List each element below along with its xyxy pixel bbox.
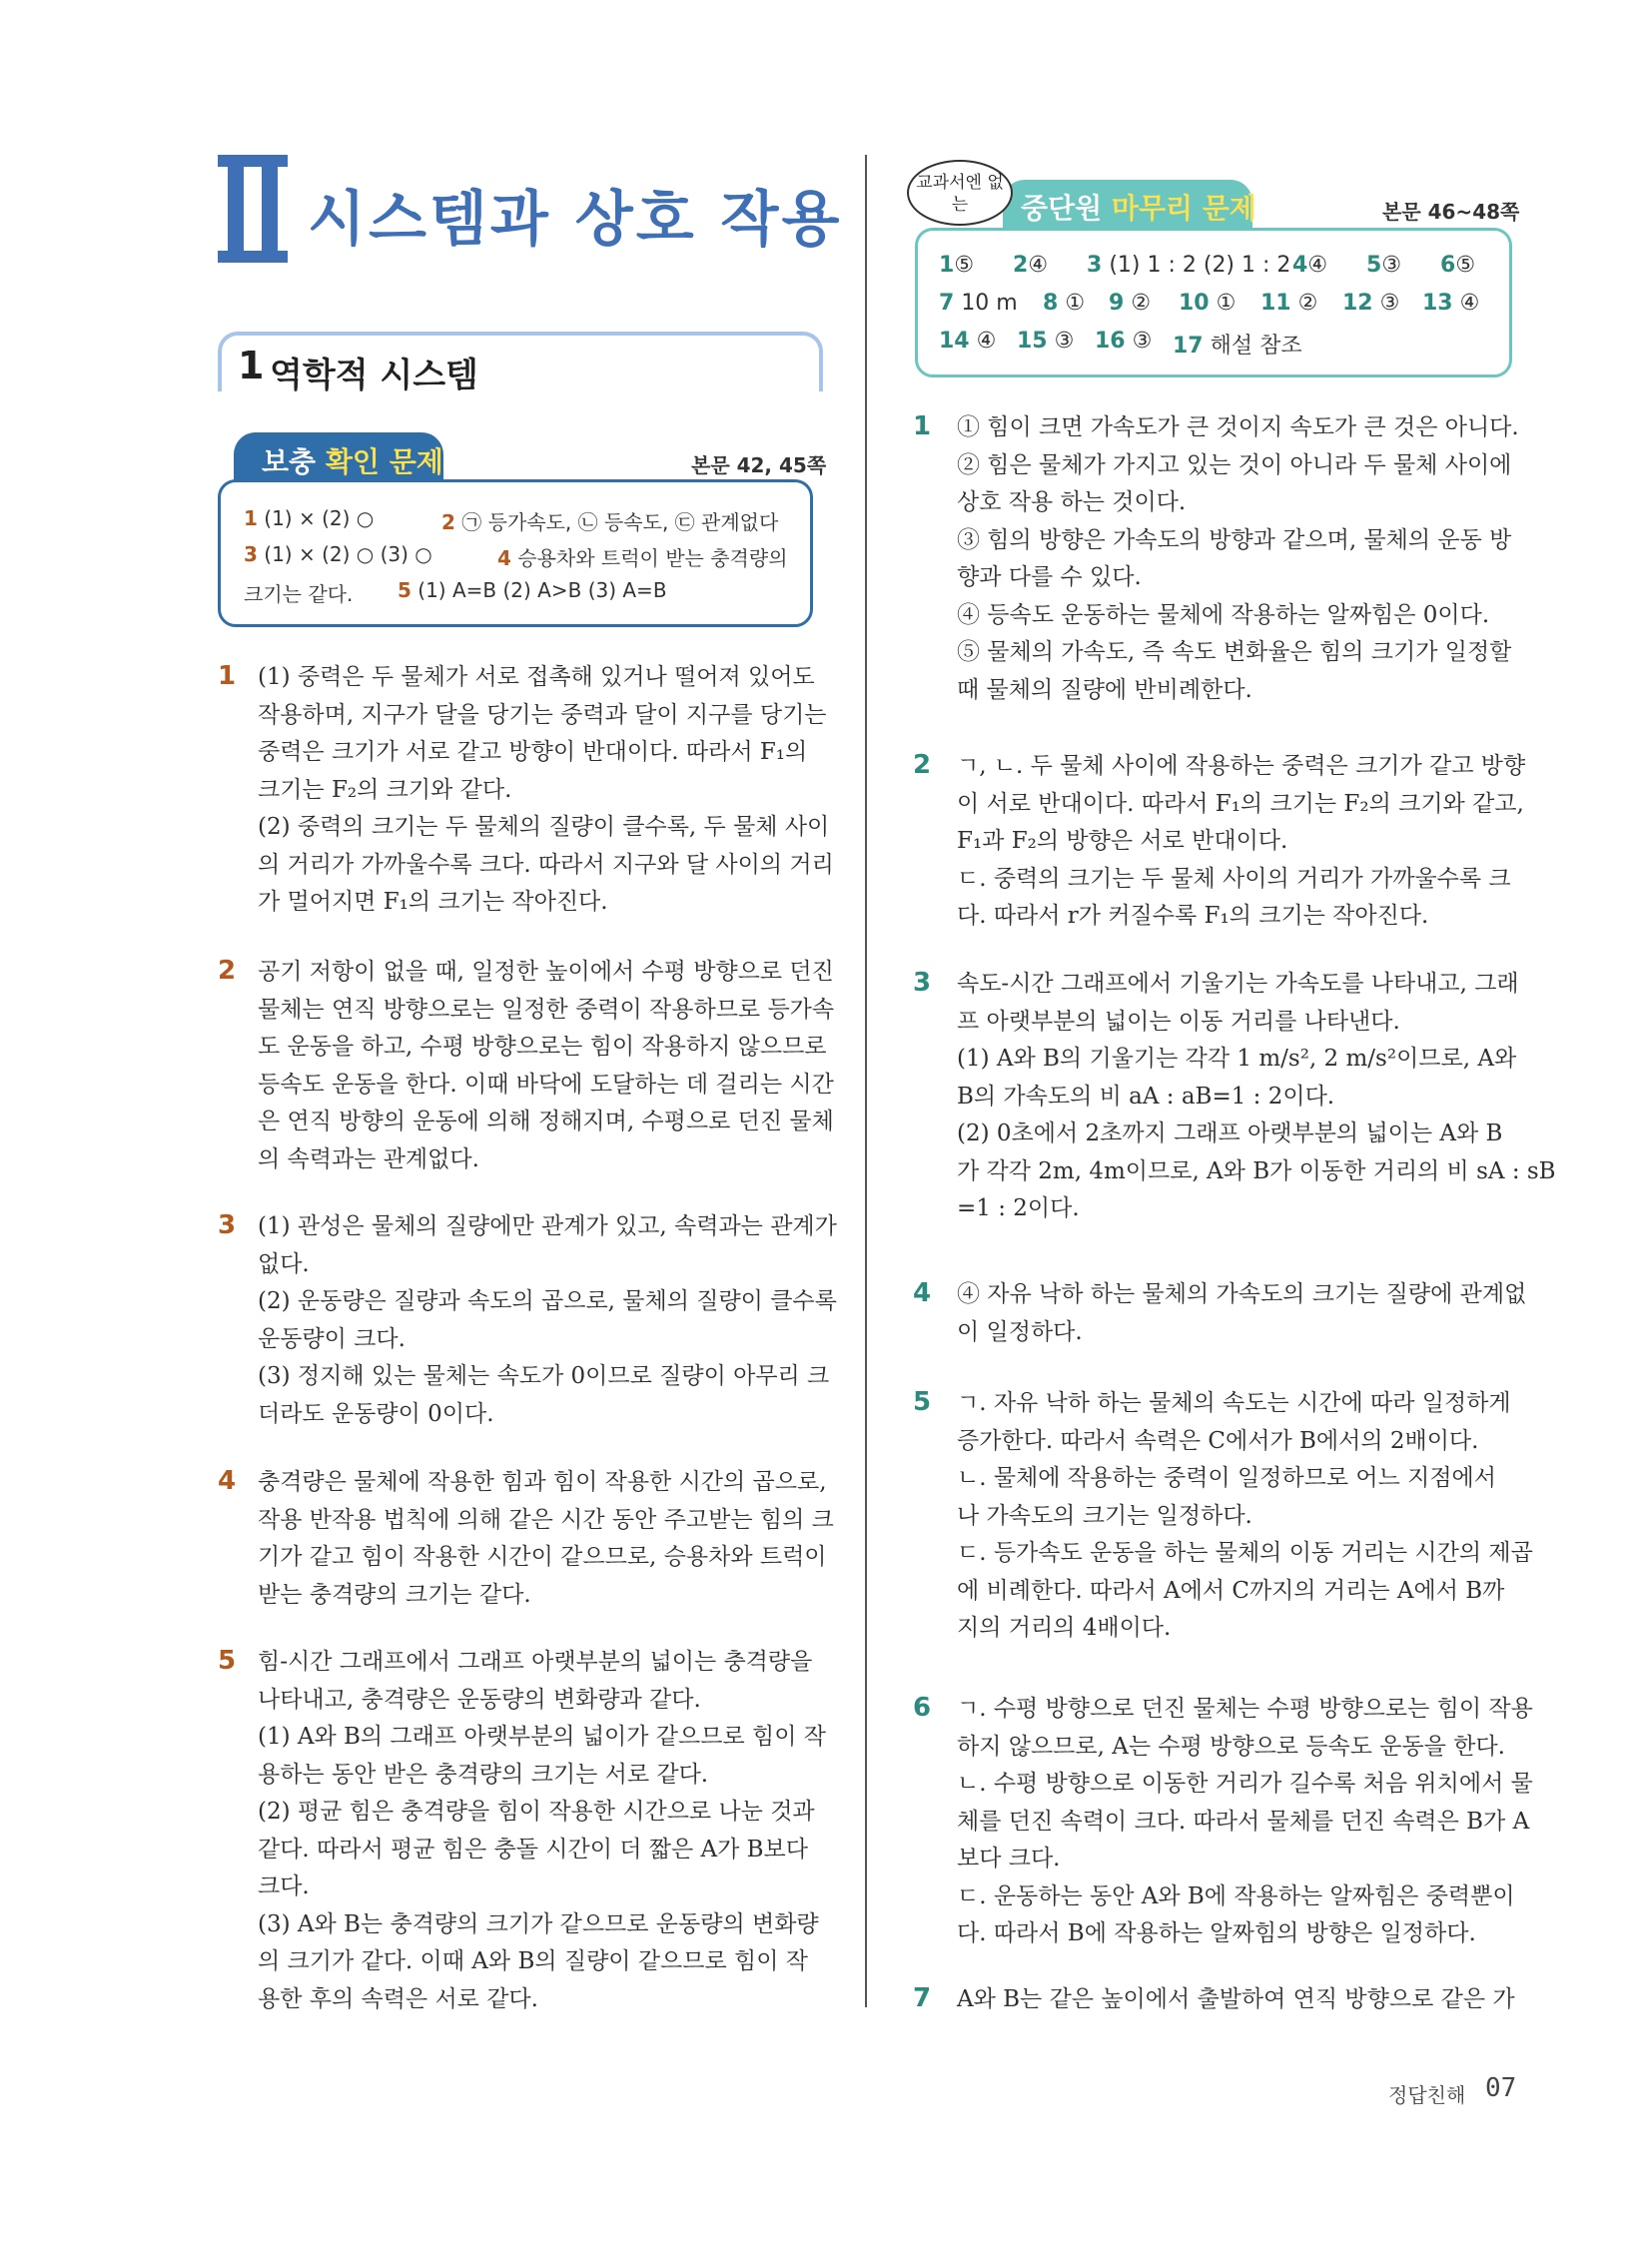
supp-box-title: 보충 확인 문제: [262, 445, 443, 478]
explanation-line: ㄱ. 자유 낙하 하는 물체의 속도는 시간에 따라 일정하게: [957, 1390, 1511, 1416]
explanation-paragraph: [957, 1691, 1533, 1953]
explanation-paragraph: [258, 659, 834, 922]
explanation-line: ㄱ. 수평 방향으로 던진 물체는 수평 방향으로는 힘이 작용: [957, 1696, 1533, 1722]
explanation-line: 기가 같고 힘이 작용한 시간이 같으므로, 승용차와 트럭이: [258, 1544, 827, 1570]
supp-box-page-ref: 본문 42, 45쪽: [691, 453, 827, 477]
explanation-paragraph: [957, 1981, 1515, 2019]
explanation-line: ④ 등속도 운동하는 물체에 작용하는 알짜힘은 0이다.: [957, 601, 1490, 628]
explanation-paragraph: [957, 409, 1519, 709]
explanation-paragraph: [957, 1276, 1526, 1351]
review-box-title: 중단원 마무리 문제: [1021, 192, 1256, 225]
supp-answer: 5 (1) A=B (2) A>B (3) A=B: [398, 578, 667, 602]
supp-answer: 1 (1) × (2) ○: [244, 506, 375, 530]
explanation-paragraph: [258, 1644, 826, 2018]
explanation-line: 없다.: [258, 1250, 310, 1277]
explanation-line: 크기는 F₂의 크기와 같다.: [258, 776, 512, 803]
explanation-line: ④ 자유 낙하 하는 물체의 가속도의 크기는 질량에 관계없: [957, 1281, 1527, 1307]
explanation-line: 가 각각 2m, 4m이므로, A와 B가 이동한 거리의 비 sA : sB: [957, 1157, 1556, 1184]
explanation-line: A와 B는 같은 높이에서 출발하여 연직 방향으로 같은 가: [957, 1986, 1515, 2012]
review-answer: 2④: [1013, 253, 1049, 278]
footer-label: 정답친해: [1388, 2083, 1466, 2107]
question-number: 4: [218, 1466, 237, 1496]
speech-bubble: 교과서엔 없는: [907, 160, 1013, 226]
review-answer: 16 ③: [1095, 329, 1153, 354]
explanation-line: (3) 정지해 있는 물체는 속도가 0이므로 질량이 아무리 크: [258, 1363, 830, 1389]
explanation-line: 하지 않으므로, A는 수평 방향으로 등속도 운동을 한다.: [957, 1733, 1505, 1760]
explanation-line: 가 멀어지면 F₁의 크기는 작아진다.: [258, 889, 608, 915]
explanation-line: (2) 운동량은 질량과 속도의 곱으로, 물체의 질량이 클수록: [258, 1288, 837, 1314]
chapter-title: 시스템과 상호 작용: [308, 185, 843, 255]
page-number: 07: [1485, 2073, 1517, 2103]
review-answer: 7 10 m: [939, 291, 1018, 316]
explanation-line: 작용하며, 지구가 달을 당기는 중력과 달이 지구를 당기는: [258, 701, 827, 728]
explanation-line: ㄱ, ㄴ. 두 물체 사이에 작용하는 중력은 크기가 같고 방향: [957, 753, 1526, 779]
explanation-paragraph: [258, 1208, 837, 1433]
question-number: 5: [218, 1646, 237, 1676]
explanation-line: 의 크기가 같다. 이때 A와 B의 질량이 같으므로 힘이 작: [258, 1948, 808, 1974]
explanation-line: =1 : 2이다.: [957, 1195, 1080, 1221]
review-answer: 13 ④: [1422, 291, 1480, 316]
review-answer: 10 ①: [1179, 291, 1237, 316]
review-answer: 6⑤: [1440, 253, 1476, 278]
explanation-line: F₁과 F₂의 방향은 서로 반대이다.: [957, 828, 1288, 854]
review-answer: 5③: [1366, 253, 1402, 278]
explanation-line: 나타내고, 충격량은 운동량의 변화량과 같다.: [258, 1686, 701, 1713]
explanation-paragraph: [957, 966, 1556, 1228]
explanation-line: 중력은 크기가 서로 같고 방향이 반대이다. 따라서 F₁의: [258, 739, 808, 765]
explanation-line: 에 비례한다. 따라서 A에서 C까지의 거리는 A에서 B까: [957, 1577, 1505, 1604]
explanation-line: 나 가속도의 크기는 일정하다.: [957, 1502, 1252, 1529]
review-answer: 15 ③: [1017, 329, 1075, 354]
explanation-line: 상호 작용 하는 것이다.: [957, 489, 1187, 515]
explanation-line: 도 운동을 하고, 수평 방향으로는 힘이 작용하지 않으므로: [258, 1034, 827, 1060]
explanation-line: 운동량이 크다.: [258, 1325, 406, 1352]
explanation-line: 의 속력과는 관계없다.: [258, 1145, 479, 1172]
explanation-line: 다. 따라서 B에 작용하는 알짜힘의 방향은 일정하다.: [957, 1920, 1476, 1946]
explanation-line: ㄴ. 수평 방향으로 이동한 거리가 길수록 처음 위치에서 물: [957, 1771, 1533, 1797]
explanation-line: ㄷ. 운동하는 동안 A와 B에 작용하는 알짜힘은 중력뿐이: [957, 1882, 1515, 1909]
explanation-line: ③ 힘의 방향은 가속도의 방향과 같으며, 물체의 운동 방: [957, 526, 1512, 553]
supp-answer: 3 (1) × (2) ○ (3) ○: [244, 542, 432, 566]
explanation-line: (2) 중력의 크기는 두 물체의 질량이 클수록, 두 물체 사이: [258, 814, 830, 840]
explanation-line: ㄴ. 물체에 작용하는 중력이 일정하므로 어느 지점에서: [957, 1465, 1496, 1491]
explanation-line: (3) A와 B는 충격량의 크기가 같으므로 운동량의 변화량: [258, 1910, 819, 1937]
review-answer: 3 (1) 1 : 2 (2) 1 : 2: [1087, 253, 1291, 278]
explanation-line: 용한 후의 속력은 서로 같다.: [258, 1985, 538, 2012]
explanation-line: ① 힘이 크면 가속도가 큰 것이지 속도가 큰 것은 아니다.: [957, 414, 1519, 440]
explanation-line: 속도-시간 그래프에서 기울기는 가속도를 나타내고, 그래: [957, 971, 1519, 997]
explanation-paragraph: [957, 748, 1525, 936]
explanation-line: 물체는 연직 방향으로는 일정한 중력이 작용하므로 등가속: [258, 996, 835, 1023]
explanation-line: ② 힘은 물체가 가지고 있는 것이 아니라 두 물체 사이에: [957, 451, 1512, 478]
explanation-line: (2) 0초에서 2초까지 그래프 아랫부분의 넓이는 A와 B: [957, 1121, 1503, 1146]
explanation-line: 체를 던진 속력이 크다. 따라서 물체를 던진 속력은 B가 A: [957, 1808, 1530, 1835]
supp-answer: 4 승용차와 트럭이 받는 충격량의: [497, 546, 788, 570]
explanation-line: B의 가속도의 비 aA : aB=1 : 2이다.: [957, 1083, 1335, 1110]
review-answer: 12 ③: [1342, 291, 1400, 316]
explanation-line: ㄷ. 중력의 크기는 두 물체 사이의 거리가 가까울수록 크: [957, 865, 1511, 892]
section-title: 역학적 시스템: [270, 356, 478, 395]
explanation-line: 더라도 운동량이 0이다.: [258, 1400, 494, 1427]
chapter-roman-numeral: [218, 155, 288, 263]
explanation-line: (1) A와 B의 그래프 아랫부분의 넓이가 같으므로 힘이 작: [258, 1724, 826, 1750]
explanation-line: 충격량은 물체에 작용한 힘과 힘이 작용한 시간의 곱으로,: [258, 1469, 827, 1495]
review-answer: 9 ②: [1109, 291, 1152, 316]
explanation-line: 힘-시간 그래프에서 그래프 아랫부분의 넓이는 충격량을: [258, 1649, 813, 1675]
explanation-line: 증가한다. 따라서 속력은 C에서가 B에서의 2배이다.: [957, 1427, 1479, 1454]
explanation-line: ⑤ 물체의 가속도, 즉 속도 변화율은 힘의 크기가 일정할: [957, 639, 1512, 665]
explanation-line: 의 거리가 가까울수록 크다. 따라서 지구와 달 사이의 거리: [258, 851, 834, 878]
explanation-paragraph: [258, 954, 834, 1178]
question-number: 3: [913, 968, 932, 998]
explanation-paragraph: [258, 1464, 834, 1614]
question-number: 1: [218, 661, 237, 691]
explanation-paragraph: [957, 1385, 1533, 1648]
explanation-line: 용하는 동안 받은 충격량의 크기는 서로 같다.: [258, 1761, 709, 1788]
explanation-line: 크다.: [258, 1873, 310, 1899]
review-answer: 11 ②: [1260, 291, 1318, 316]
question-number: 7: [913, 1983, 932, 2013]
question-number: 5: [913, 1387, 932, 1417]
section-number: 1: [238, 344, 265, 387]
supp-answer: 크기는 같다.: [244, 582, 354, 606]
question-number: 4: [913, 1278, 932, 1308]
supp-answer: 2 ㉠ 등가속도, ㉡ 등속도, ㉢ 관계없다: [441, 510, 779, 534]
question-number: 2: [218, 956, 237, 986]
column-divider: [865, 155, 867, 2007]
explanation-line: (1) 관성은 물체의 질량에만 관계가 있고, 속력과는 관계가: [258, 1213, 837, 1239]
review-answer: 17 해설 참조: [1173, 334, 1302, 359]
explanation-line: 보다 크다.: [957, 1846, 1061, 1871]
review-answer: 14 ④: [939, 329, 997, 354]
explanation-line: 같다. 따라서 평균 힘은 충돌 시간이 더 짧은 A가 B보다: [258, 1836, 808, 1863]
explanation-line: 등속도 운동을 한다. 이때 바닥에 도달하는 데 걸리는 시간: [258, 1071, 834, 1098]
review-answer: 4④: [1292, 253, 1328, 278]
review-box-page-ref: 본문 46~48쪽: [1382, 200, 1520, 224]
question-number: 2: [913, 750, 932, 780]
explanation-line: 이 서로 반대이다. 따라서 F₁의 크기는 F₂의 크기와 같고,: [957, 790, 1524, 817]
review-answer: 1⑤: [939, 253, 975, 278]
explanation-line: 작용 반작용 법칙에 의해 같은 시간 동안 주고받는 힘의 크: [258, 1506, 834, 1533]
explanation-line: ㄷ. 등가속도 운동을 하는 물체의 이동 거리는 시간의 제곱: [957, 1540, 1533, 1566]
explanation-line: 다. 따라서 r가 커질수록 F₁의 크기는 작아진다.: [957, 903, 1429, 929]
explanation-line: 향과 다를 수 있다.: [957, 564, 1142, 590]
explanation-line: 공기 저항이 없을 때, 일정한 높이에서 수평 방향으로 던진: [258, 959, 834, 985]
explanation-line: 받는 충격량의 크기는 같다.: [258, 1581, 531, 1608]
explanation-line: 때 물체의 질량에 반비례한다.: [957, 676, 1252, 703]
question-number: 6: [913, 1693, 932, 1723]
question-number: 3: [218, 1210, 237, 1240]
review-answer: 8 ①: [1043, 291, 1086, 316]
explanation-line: 지의 거리의 4배이다.: [957, 1615, 1172, 1641]
explanation-line: (1) 중력은 두 물체가 서로 접촉해 있거나 떨어져 있어도: [258, 664, 815, 690]
question-number: 1: [913, 411, 932, 441]
explanation-line: 은 연직 방향의 운동에 의해 정해지며, 수평으로 던진 물체: [258, 1109, 834, 1134]
explanation-line: 프 아랫부분의 넓이는 이동 거리를 나타낸다.: [957, 1008, 1400, 1035]
explanation-line: (2) 평균 힘은 충격량을 힘이 작용한 시간으로 나눈 것과: [258, 1799, 815, 1825]
explanation-line: 이 일정하다.: [957, 1318, 1083, 1345]
explanation-line: (1) A와 B의 기울기는 각각 1 m/s², 2 m/s²이므로, A와: [957, 1046, 1517, 1072]
